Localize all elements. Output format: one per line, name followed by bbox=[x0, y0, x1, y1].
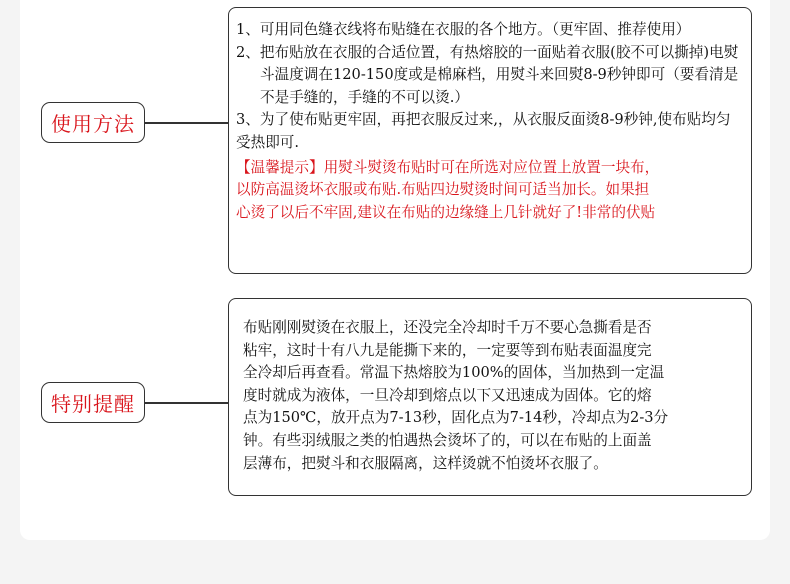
reminder-line: 全冷却后再查看。常温下热熔胶为100%的固体，当加热到一定温 bbox=[243, 364, 665, 382]
usage-step-3: 3、为了使布贴更牢固，再把衣服反过来,，从衣服反面烫8-9秒钟,使布贴均匀受热即可. bbox=[236, 111, 731, 151]
reminder-box bbox=[228, 298, 752, 496]
reminder-line: 点为150℃，放开点为7-13秒，固化点为7-14秒，冷却点为2-3分 bbox=[243, 409, 669, 427]
reminder-line: 层薄布，把熨斗和衣服隔离，这样烫就不怕烫坏衣服了。 bbox=[243, 454, 608, 472]
reminder-line: 度时就成为液体，一旦冷却到熔点以下又迅速成为固体。它的熔 bbox=[243, 386, 652, 404]
warm-tip bbox=[236, 157, 745, 225]
reminder-line: 粘牢，这时十有八九是能撕下来的，一定要等到布贴表面温度完 bbox=[243, 341, 652, 359]
reminder-connector-line bbox=[145, 402, 229, 404]
usage-step-2: 2、把布贴放在衣服的合适位置，有热熔胶的一面贴着衣服(胶不可以撕掉)电熨斗温度调在120-150度或是棉麻档，用熨斗来回熨8-9秒钟即可（要看清是不是手缝的，手缝的不可以烫.） bbox=[236, 43, 739, 106]
warm-tip-line: 以防高温烫坏衣服或布贴.布贴四边熨烫时间可适当加长。如果担 bbox=[236, 181, 650, 199]
reminder-line: 布贴刚刚熨烫在衣服上，还没完全冷却时千万不要心急撕看是否 bbox=[243, 319, 652, 336]
usage-label: 使用方法 bbox=[41, 102, 145, 143]
reminder-label: 特别提醒 bbox=[41, 382, 145, 423]
usage-step-1: 1、可用同色缝衣线将布贴缝在衣服的各个地方。（更牢固、推荐使用） bbox=[236, 21, 691, 38]
reminder-line: 钟。有些羽绒服之类的怕遇热会烫坏了的，可以在布贴的上面盖 bbox=[243, 431, 652, 449]
warm-tip-line: 心烫了以后不牢固,建议在布贴的边缘缝上几针就好了!非常的伏贴 bbox=[236, 203, 656, 221]
usage-instructions-box bbox=[228, 7, 752, 274]
warm-tip-line: 【温馨提示】用熨斗熨烫布贴时可在所选对应位置上放置一块布， bbox=[236, 158, 660, 176]
usage-connector-line bbox=[145, 122, 229, 124]
